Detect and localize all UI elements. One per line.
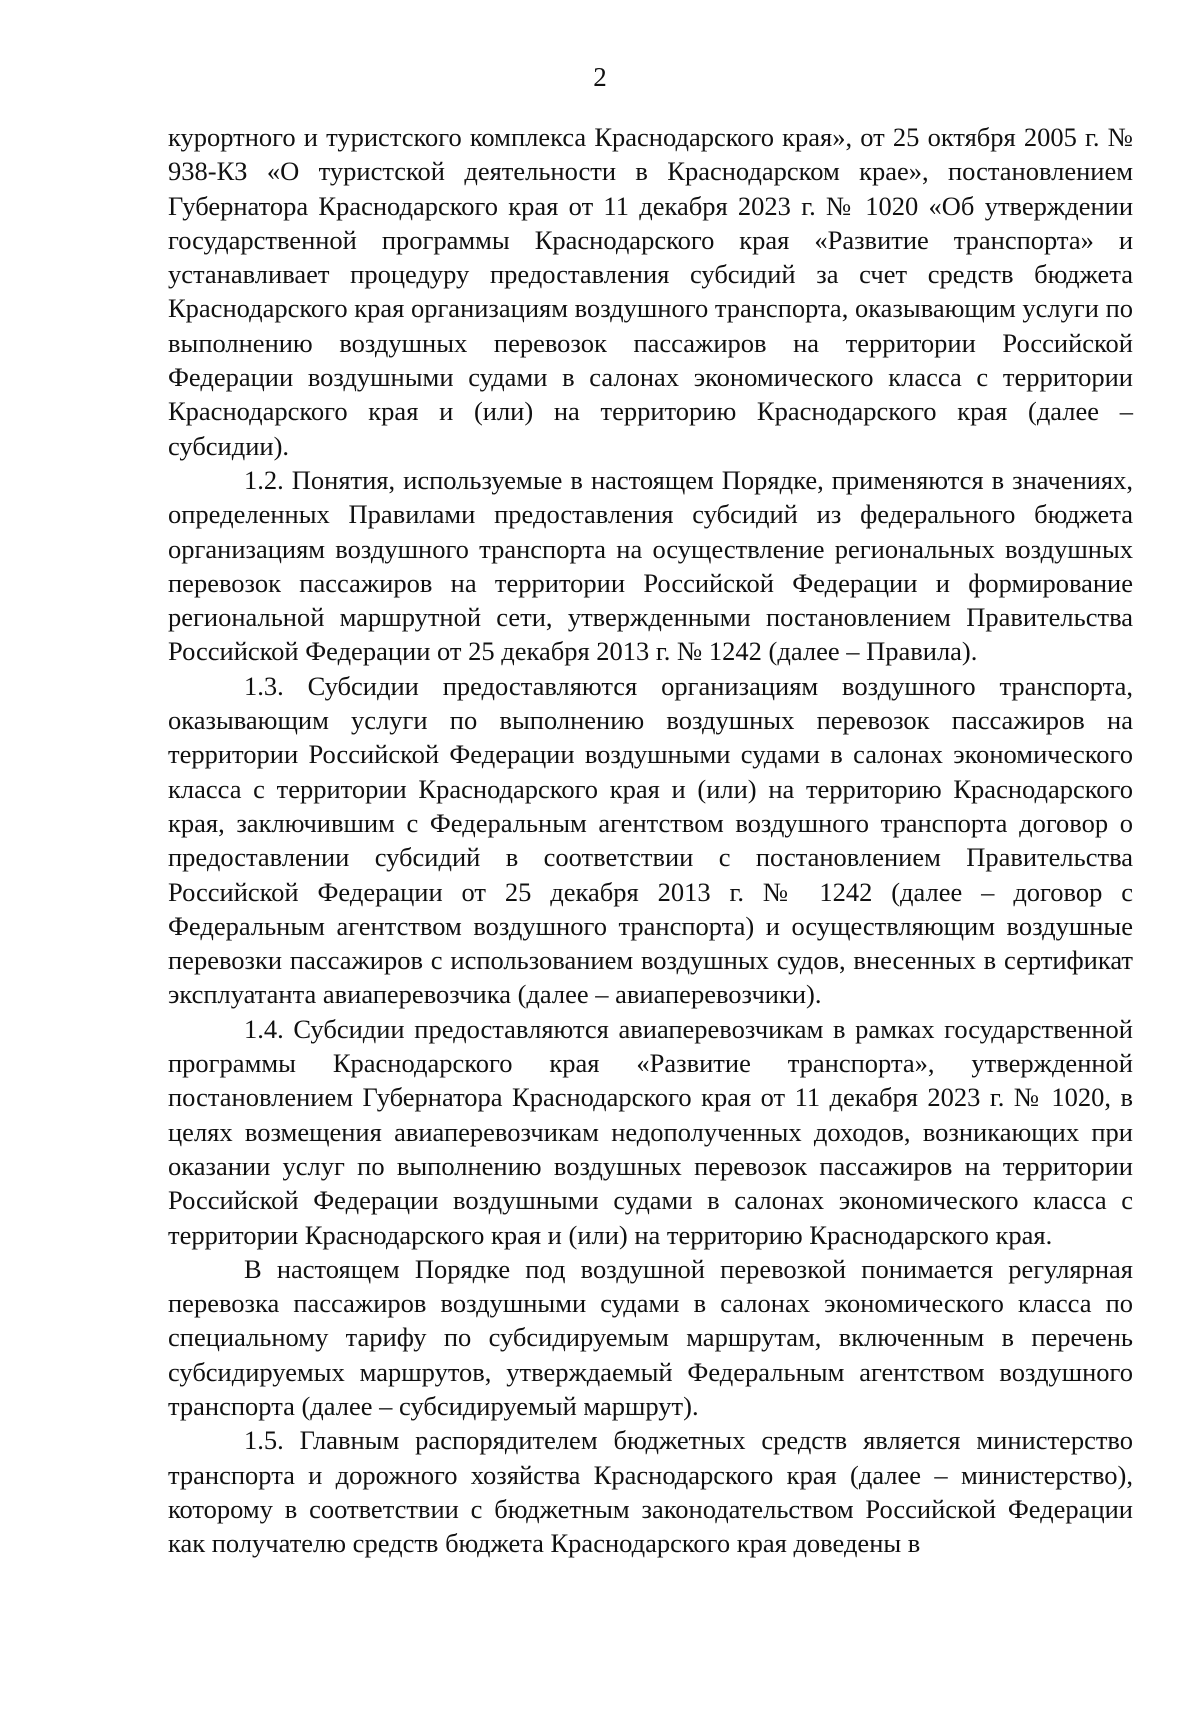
document-body	[168, 120, 1133, 1560]
paragraph-1-4-definition: В настоящем Порядке под воздушной перевозкой понимается регулярная перевозка пассажиров воздушными судами в салонах экономического класса по специальному тарифу по субсидируемым маршрутам, включенным в перечень субсидируемых маршрутов, утверждаемый Федеральным агентством воздушного транспорта (далее – субсидируемый маршрут).	[168, 1253, 1133, 1421]
paragraph-continuation: курортного и туристского комплекса Краснодарского края», от 25 октября 2005 г. № 938-КЗ «О туристской деятельности в Краснодарском крае», постановлением Губернатора Краснодарского края от 11 декабря 2023 г. № 1020 «Об утверждении государственной программы Краснодарского края «Развитие транспорта» и устанавливает процедуру предоставления субсидий за счет средств бюджета Краснодарского края организациям воздушного транспорта, оказывающим услуги по выполнению воздушных перевозок пассажиров на территории Российской Федерации воздушными судами в салонах экономического класса с территории Краснодарского края и (или) на территорию Краснодарского края (далее – субсидии).	[168, 122, 1133, 461]
paragraph-1-3: 1.3. Субсидии предоставляются организациям воздушного транспорта, оказывающим услуги по выполнению воздушных перевозок пассажиров на территории Российской Федерации воздушными судами в салонах экономического класса с территории Краснодарского края и (или) на территорию Краснодарского края, заключившим с Федеральным агентством воздушного транспорта договор о предоставлении субсидий в соответствии с постановлением Правительства Российской Федерации от 25 декабря 2013 г. № 1242 (далее – договор с Федеральным агентством воздушного транспорта) и осуществляющим воздушные перевозки пассажиров с использованием воздушных судов, внесенных в сертификат эксплуатанта авиаперевозчика (далее – авиаперевозчики).	[168, 670, 1133, 1010]
paragraph-1-5: 1.5. Главным распорядителем бюджетных средств является министерство транспорта и дорожного хозяйства Краснодарского края (далее – министерство), которому в соответствии с бюджетным законодательством Российской Федерации как получателю средств бюджета Краснодарского края доведены в	[168, 1425, 1133, 1559]
paragraph-1-2: 1.2. Понятия, используемые в настоящем Порядке, применяются в значениях, определенных Правилами предоставления субсидий из федерального бюджета организациям воздушного транспорта на осуществление региональных воздушных перевозок пассажиров на территории Российской Федерации и формирование региональной маршрутной сети, утвержденными постановлением Правительства Российской Федерации от 25 декабря 2013 г. № 1242 (далее – Правила).	[168, 464, 1133, 667]
paragraph-1-4: 1.4. Субсидии предоставляются авиаперевозчикам в рамках государственной программы Краснодарского края «Развитие транспорта», утвержденной постановлением Губернатора Краснодарского края от 11 декабря 2023 г. № 1020, в целях возмещения авиаперевозчикам недополученных доходов, возникающих при оказании услуг по выполнению воздушных перевозок пассажиров на территории Российской Федерации воздушными судами в салонах экономического класса с территории Краснодарского края и (или) на территорию Краснодарского края.	[168, 1013, 1133, 1250]
page-number: 2	[593, 62, 607, 92]
